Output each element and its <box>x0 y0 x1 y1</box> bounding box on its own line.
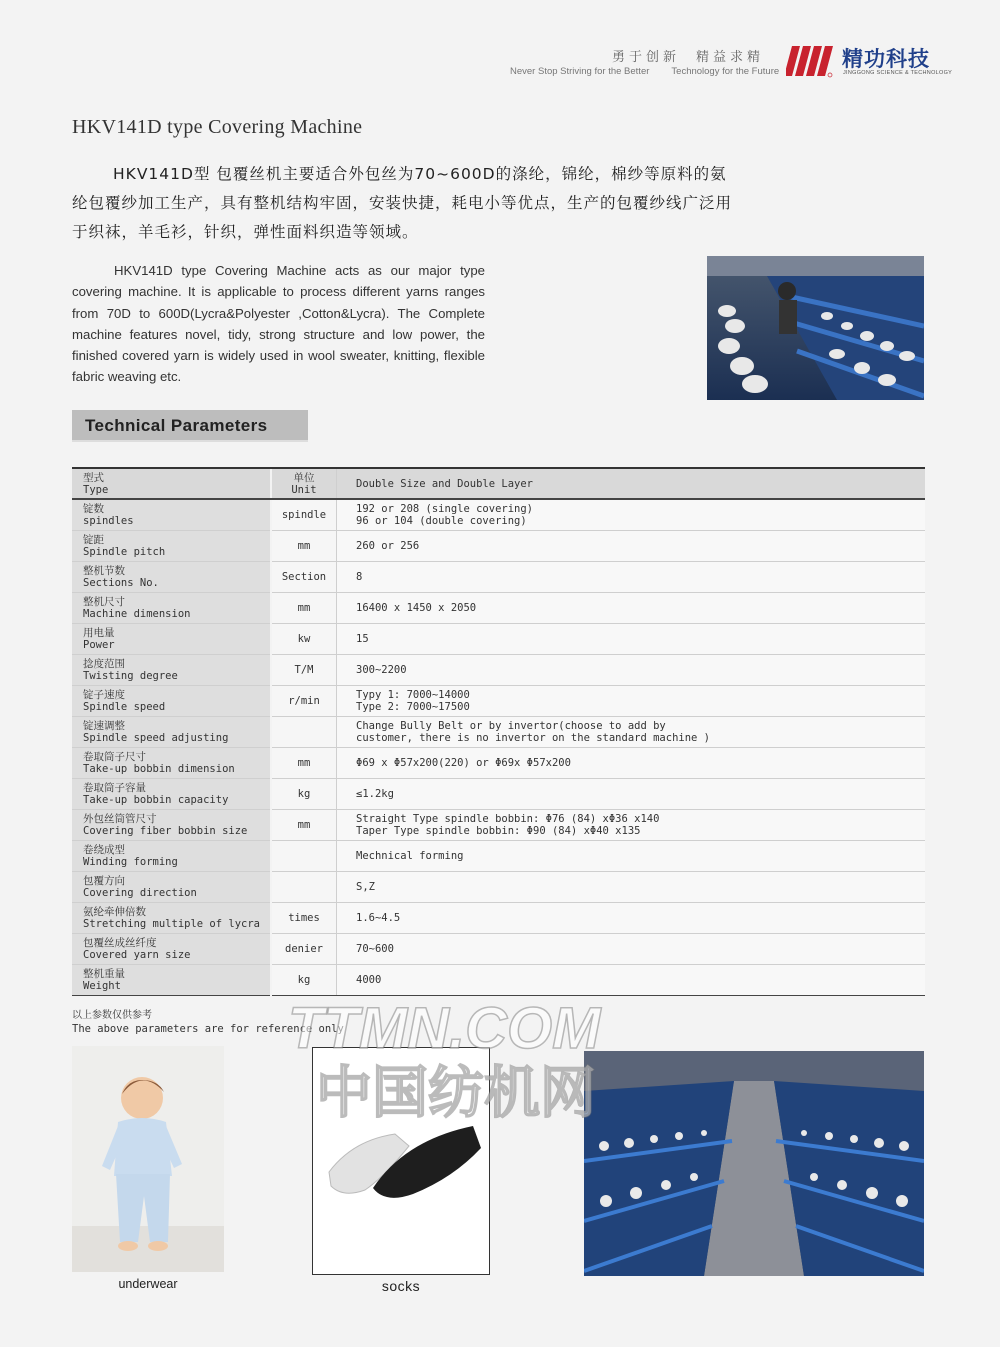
table-row <box>72 716 925 747</box>
param-name-cn: 锭距 <box>83 533 104 546</box>
slogan-en-2: Technology for the Future <box>671 66 780 77</box>
spec-table <box>72 467 925 996</box>
param-name-cell <box>72 530 271 561</box>
param-name-en: Sections No. <box>83 576 159 589</box>
watermark-line2: 中国纺机网 <box>316 1061 596 1126</box>
table-row <box>72 561 925 592</box>
param-value-cell <box>337 902 926 933</box>
param-value-cell <box>337 592 926 623</box>
param-name-cell <box>72 964 271 995</box>
param-value-cell <box>337 747 926 778</box>
param-value-cell <box>337 840 926 871</box>
param-value-line: 16400 x 1450 x 2050 <box>356 601 477 614</box>
param-name-cell <box>72 561 271 592</box>
param-name-cell <box>72 623 271 654</box>
param-value-cell <box>337 654 926 685</box>
param-name-cn: 锭速调整 <box>83 719 125 732</box>
factory-photo-bottom <box>584 1051 924 1276</box>
param-name-cell <box>72 933 271 964</box>
param-name-en: Weight <box>83 979 121 992</box>
param-value-line: 70~600 <box>356 942 394 955</box>
param-name-cn: 捻度范围 <box>83 657 125 670</box>
param-value-cell <box>337 623 926 654</box>
socks-photo <box>312 1047 490 1275</box>
param-value-cell <box>337 499 926 530</box>
param-value-line: 96 or 104 (double covering) <box>356 514 527 527</box>
param-name-cell <box>72 809 271 840</box>
param-value-line: 15 <box>356 632 369 645</box>
param-value-line: 260 or 256 <box>356 539 420 552</box>
table-row <box>72 654 925 685</box>
param-name-en: Spindle speed <box>83 700 166 713</box>
param-unit: kg <box>271 964 337 995</box>
param-name-en: Spindle speed adjusting <box>83 731 229 744</box>
param-value-cell <box>337 716 926 747</box>
header-value-cell: Double Size and Double Layer <box>337 468 926 499</box>
param-name-cn: 包覆方向 <box>83 874 125 887</box>
param-name-en: Twisting degree <box>83 669 178 682</box>
param-name-cn: 锭子速度 <box>83 688 125 701</box>
table-row <box>72 685 925 716</box>
param-value-line: Mechnical forming <box>356 849 464 862</box>
slogan-cn-2: 精益求精 <box>696 50 765 65</box>
param-name-cn: 外包丝筒管尺寸 <box>83 812 157 825</box>
param-value-line: 192 or 208 (single covering) <box>356 502 534 515</box>
param-unit: r/min <box>271 685 337 716</box>
slogan-en <box>510 66 779 77</box>
param-value-line: 8 <box>356 570 363 583</box>
param-unit: mm <box>271 530 337 561</box>
param-name-cell <box>72 778 271 809</box>
param-name-cell <box>72 592 271 623</box>
param-name-en: Take-up bobbin dimension <box>83 762 235 775</box>
param-value-cell <box>337 871 926 902</box>
param-name-en: Covered yarn size <box>83 948 191 961</box>
param-value-line: Taper Type spindle bobbin: Φ90 (84) xΦ40 x135 <box>356 824 641 837</box>
param-value-line: customer, there is no invertor on the standard machine ) <box>356 731 711 744</box>
table-row <box>72 499 925 530</box>
watermark-line1: TTMN.COM <box>288 996 601 1061</box>
slogan-en-1: Never Stop Striving for the Better <box>510 66 650 77</box>
param-name-cell <box>72 902 271 933</box>
logo-text-en: JINGGONG SCIENCE & TECHNOLOGY <box>843 70 953 76</box>
param-name-en: Power <box>83 638 115 651</box>
underwear-caption: underwear <box>118 1277 178 1291</box>
param-name-en: Winding forming <box>83 855 178 868</box>
param-unit: mm <box>271 809 337 840</box>
param-name-en: Stretching multiple of lycra <box>83 917 261 930</box>
param-name-en: Covering fiber bobbin size <box>83 824 248 837</box>
table-row <box>72 933 925 964</box>
header-type-cn: 型式 <box>83 471 104 484</box>
company-logo-icon <box>786 44 834 78</box>
param-unit: spindle <box>271 499 337 530</box>
param-value-line: Typy 1: 7000~14000 <box>356 688 470 701</box>
param-name-cell <box>72 654 271 685</box>
table-row <box>72 964 925 995</box>
table-row <box>72 809 925 840</box>
param-unit: kw <box>271 623 337 654</box>
param-value-cell <box>337 530 926 561</box>
param-value-cell <box>337 685 926 716</box>
param-name-cn: 锭数 <box>83 502 104 515</box>
slogan-cn-1: 勇于创新 <box>612 50 681 65</box>
param-name-cn: 卷取筒子容量 <box>83 781 146 794</box>
param-name-cn: 整机重量 <box>83 967 125 980</box>
description-cn: HKV141D型 包覆丝机主要适合外包丝为70~600D的涤纶，锦纶，棉纱等原料的氨纶包覆纱加工生产，具有整机结构牢固，安装快捷，耗电小等优点，生产的包覆纱线广泛用于织袜，羊毛衫，针织，弹性面料织造等领域。 <box>72 165 733 241</box>
param-unit: T/M <box>271 654 337 685</box>
param-unit: Section <box>271 561 337 592</box>
param-value-line: 4000 <box>356 973 382 986</box>
param-name-cn: 整机尺寸 <box>83 595 125 608</box>
section-heading <box>72 410 308 442</box>
table-row <box>72 840 925 871</box>
param-value-line: Type 2: 7000~17500 <box>356 700 470 713</box>
section-title: Technical Parameters <box>85 416 268 435</box>
table-row <box>72 871 925 902</box>
table-row <box>72 902 925 933</box>
param-value-line: 1.6~4.5 <box>356 911 401 924</box>
param-name-en: Spindle pitch <box>83 545 166 558</box>
table-row <box>72 747 925 778</box>
socks-caption: socks <box>381 1278 421 1294</box>
param-name-cn: 卷绕成型 <box>83 843 125 856</box>
table-row <box>72 623 925 654</box>
param-unit <box>271 840 337 871</box>
param-name-cell <box>72 499 271 530</box>
param-name-cn: 卷取筒子尺寸 <box>83 750 146 763</box>
slogan-cn <box>612 46 764 65</box>
underwear-photo <box>72 1046 224 1272</box>
factory-photo-top <box>707 256 924 400</box>
param-name-en: Take-up bobbin capacity <box>83 793 229 806</box>
param-name-cn: 包覆丝成丝纤度 <box>83 936 157 949</box>
param-value-line: Change Bully Belt or by invertor(choose to add by <box>356 719 666 732</box>
param-name-cell <box>72 840 271 871</box>
param-unit: mm <box>271 592 337 623</box>
param-value-cell <box>337 778 926 809</box>
param-name-en: Covering direction <box>83 886 197 899</box>
param-value-line: Straight Type spindle bobbin: Φ76 (84) xΦ36 x140 <box>356 812 660 825</box>
param-name-cn: 用电量 <box>83 626 115 639</box>
header-type-cell <box>72 468 271 499</box>
param-value-line: ≤1.2kg <box>356 787 394 800</box>
param-value-line: 300~2200 <box>356 663 407 676</box>
param-unit: denier <box>271 933 337 964</box>
header-unit-en: Unit <box>291 483 317 496</box>
param-unit <box>271 716 337 747</box>
table-row <box>72 530 925 561</box>
param-unit: times <box>271 902 337 933</box>
param-name-cell <box>72 871 271 902</box>
param-name-cell <box>72 716 271 747</box>
description-en: HKV141D type Covering Machine acts as our major type covering machine. It is applicable to process different yarns ranges from 70D to 600D(Lycra&Polyester ,Cotton&Lycra). The Complete machine features novel, tidy, strong structure and low power, the finished covered yarn is widely used in wool sweater, knitting, flexible fabric weaving etc. <box>72 263 485 385</box>
table-row <box>72 592 925 623</box>
param-name-cn: 氨纶牵伸倍数 <box>83 905 146 918</box>
param-name-cell <box>72 685 271 716</box>
header-unit-cell <box>271 468 337 499</box>
param-value-cell <box>337 964 926 995</box>
param-name-en: spindles <box>83 514 134 527</box>
header-type-en: Type <box>83 483 109 496</box>
param-unit: mm <box>271 747 337 778</box>
param-name-en: Machine dimension <box>83 607 191 620</box>
reference-note-en: The above parameters are for reference only <box>72 1023 344 1035</box>
table-row <box>72 778 925 809</box>
param-value-line: Φ69 x Φ57x200(220) or Φ69x Φ57x200 <box>356 756 571 769</box>
table-header-row <box>72 468 925 499</box>
param-unit <box>271 871 337 902</box>
reference-note-cn: 以上参数仅供参考 <box>72 1010 152 1021</box>
param-name-cn: 整机节数 <box>83 564 125 577</box>
param-value-cell <box>337 809 926 840</box>
header-unit-cn: 单位 <box>293 471 315 484</box>
param-value-line: S,Z <box>356 880 375 893</box>
param-value-cell <box>337 933 926 964</box>
page-title: HKV141D type Covering Machine <box>72 116 363 138</box>
param-unit: kg <box>271 778 337 809</box>
logo-text-cn: 精功科技 <box>842 47 930 71</box>
param-value-cell <box>337 561 926 592</box>
param-name-cell <box>72 747 271 778</box>
